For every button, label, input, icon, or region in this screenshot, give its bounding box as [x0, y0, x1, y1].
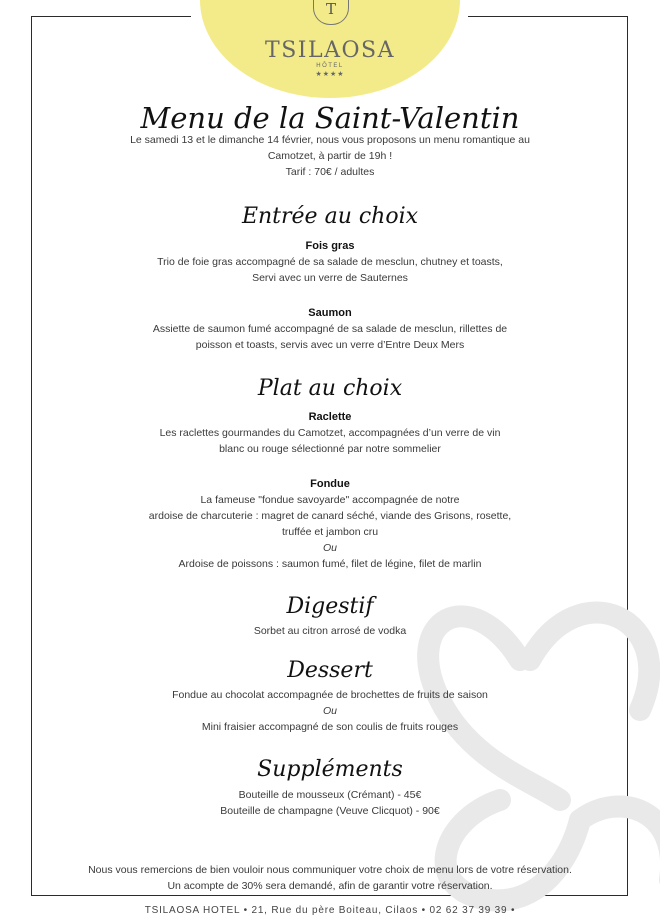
dish-description: ardoise de charcuterie : magret de canard séché, viande des Grisons, rosette,: [148, 510, 512, 522]
dish-description: Mini fraisier accompagné de son coulis de fruits rouges: [201, 721, 459, 733]
or-separator: Ou: [322, 705, 337, 717]
brand-name: TSILAOSA: [265, 38, 395, 63]
or-separator: Ou: [322, 542, 337, 554]
menu-title: Menu de la Saint-Valentin: [140, 101, 520, 135]
dish-description: Servi avec un verre de Sauternes: [252, 272, 408, 284]
dish-description: La fameuse "fondue savoyarde" accompagnée de notre: [200, 494, 460, 506]
supplement-line: Bouteille de mousseux (Crémant) - 45€: [238, 789, 422, 801]
dish-description: Les raclettes gourmandes du Camotzet, accompagnées d’un verre de vin: [159, 427, 501, 439]
footer-note: Un acompte de 30% sera demandé, afin de garantir votre réservation.: [167, 880, 493, 892]
supplement-line: Bouteille de champagne (Veuve Clicquot) - 90€: [220, 805, 440, 817]
intro-line: Tarif : 70€ / adultes: [285, 166, 375, 178]
dish-description: poisson et toasts, servis avec un verre d’Entre Deux Mers: [195, 339, 465, 351]
section-heading-plat: Plat au choix: [257, 376, 403, 401]
section-heading-digestif: Digestif: [286, 594, 374, 619]
dish-description: truffée et jambon cru: [281, 526, 379, 538]
hotel-address: TSILAOSA HOTEL • 21, Rue du père Boiteau, Cilaos • 02 62 37 39 39 •: [144, 905, 516, 916]
footer-note: Nous vous remercions de bien vouloir nous communiquer votre choix de menu lors de votre réservation.: [88, 864, 572, 876]
intro-line: Camotzet, à partir de 19h !: [267, 150, 393, 162]
brand-subtitle: HÔTEL: [316, 63, 344, 69]
dish-name: Saumon: [308, 307, 352, 319]
section-heading-supplements: Suppléments: [257, 757, 403, 782]
dish-description: Sorbet au citron arrosé de vodka: [253, 625, 407, 637]
dish-name: Fondue: [310, 478, 350, 490]
dish-name: Raclette: [308, 411, 352, 423]
intro-line: Le samedi 13 et le dimanche 14 février, nous vous proposons un menu romantique au: [130, 134, 530, 146]
dish-description: blanc ou rouge sélectionné par notre sommelier: [219, 443, 441, 455]
dish-description: Fondue au chocolat accompagnée de brochettes de fruits de saison: [172, 689, 488, 701]
section-heading-entree: Entrée au choix: [241, 204, 419, 229]
dish-description: Assiette de saumon fumé accompagné de sa salade de mesclun, rillettes de: [152, 323, 508, 335]
dish-name: Fois gras: [305, 240, 355, 252]
section-heading-dessert: Dessert: [287, 658, 373, 683]
dish-description: Trio de foie gras accompagné de sa salade de mesclun, chutney et toasts,: [157, 256, 503, 268]
monogram-logo: T: [313, 0, 349, 25]
brand-stars: ★★★★: [315, 71, 345, 78]
dish-description: Ardoise de poissons : saumon fumé, filet de légine, filet de marlin: [178, 558, 482, 570]
